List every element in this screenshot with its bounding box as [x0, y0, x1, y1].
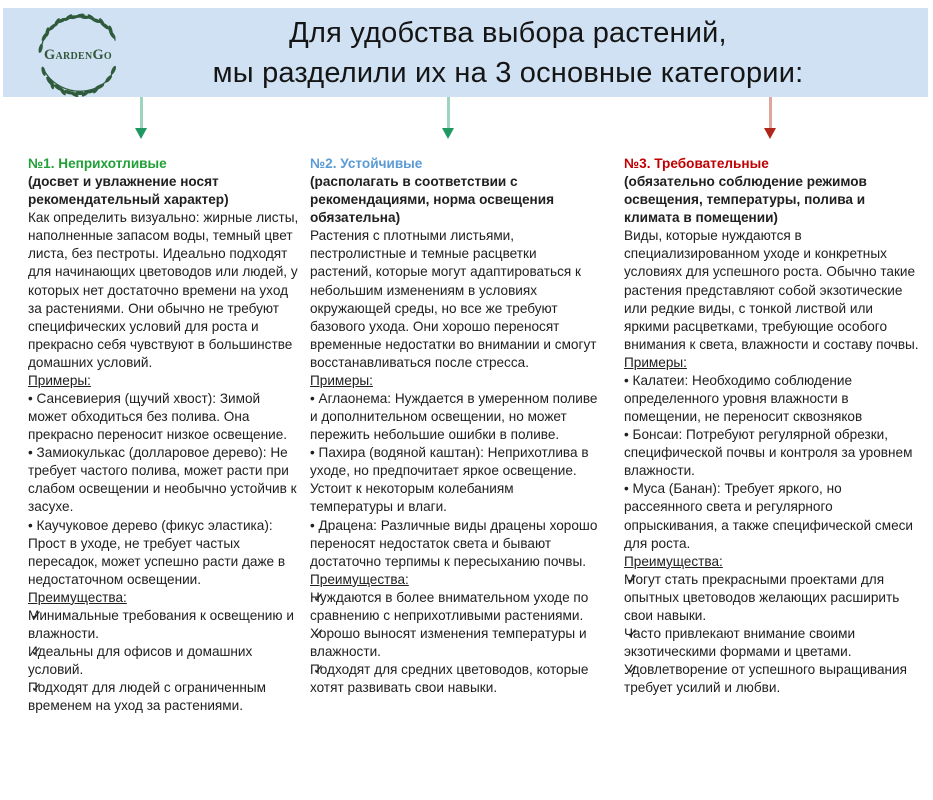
- arrow-down-icon: [135, 97, 147, 139]
- advantages-label: Преимущества:: [28, 589, 127, 605]
- category-column-resilient: [310, 155, 598, 697]
- category-subtitle: (досвет и увлажнение носят рекомендательный характер): [28, 174, 229, 208]
- examples-label: Примеры:: [310, 372, 373, 388]
- advantage-item: ✓ Подходят для средних цветоводов, которые хотят развивать свои навыки.: [310, 661, 598, 697]
- category-description: Виды, которые нуждаются в специализированном уходе и конкретных условиях для успешного роста. Обычно такие растения представляют собой экзотические или редкие виды, с тонкой листвой или яркими расцветками, требующие особого внимания к света, влажности и составу почвы.: [624, 228, 919, 352]
- advantage-item: ✓ Нуждаются в более внимательном уходе по сравнению с неприхотливыми растениями.: [310, 589, 598, 625]
- category-title: №2. Устойчивые: [310, 156, 423, 171]
- page-title-line1: Для удобства выбора растений,: [289, 17, 727, 49]
- examples-label: Примеры:: [28, 372, 91, 388]
- advantage-item: ✓ Удовлетворение от успешного выращивания требует усилий и любви.: [624, 661, 922, 697]
- gardengo-logo-text: GardenGo: [44, 46, 112, 63]
- advantage-item: ✓ Идеальны для офисов и домашних условий.: [28, 643, 300, 679]
- examples-label: Примеры:: [624, 354, 687, 370]
- advantage-item: ✓ Хорошо выносят изменения температуры и влажности.: [310, 625, 598, 661]
- arrow-shaft: [769, 97, 772, 128]
- arrow-down-icon: [764, 97, 776, 139]
- advantage-item: ✓ Часто привлекают внимание своими экзотическими формами и цветами.: [624, 625, 922, 661]
- arrow-head: [442, 128, 454, 139]
- arrow-down-icon: [442, 97, 454, 139]
- example-item: • Бонсаи: Потребуют регулярной обрезки, специфической почвы и контроля за уровнем влажности.: [624, 426, 922, 480]
- category-title: №3. Требовательные: [624, 156, 769, 171]
- example-item: • Драцена: Различные виды драцены хорошо переносят недостаток света и бывают достаточно терпимы к пересыханию почвы.: [310, 517, 598, 571]
- category-description: Растения с плотными листьями, пестролистные и темные расцветки растений, которые могут адаптироваться к небольшим изменениям в условиях окружающей среды, но все же требуют базового ухода. Они хорошо переносят временные недостатки во внимании и смогут восстанавливаться после стресса.: [310, 228, 597, 370]
- page-title: [98, 13, 918, 93]
- category-title: №1. Неприхотливые: [28, 156, 167, 171]
- advantage-item: ✓ Минимальные требования к освещению и влажности.: [28, 607, 300, 643]
- advantages-label: Преимущества:: [624, 553, 723, 569]
- example-item: • Пахира (водяной каштан): Неприхотлива в уходе, но предпочитает яркое освещение. Устоит к некоторым колебаниям температуры и влаги.: [310, 444, 598, 516]
- example-item: • Калатеи: Необходимо соблюдение определенного уровня влажности в помещении, не переносит сквозняков: [624, 372, 922, 426]
- advantage-item: ✓ Могут стать прекрасными проектами для опытных цветоводов желающих расширить свои навыки.: [624, 571, 922, 625]
- example-item: • Замиокулькас (долларовое дерево): Не требует частого полива, может расти при слабом освещении и необычно устойчив к засухе.: [28, 444, 300, 516]
- example-item: • Каучуковое дерево (фикус эластика): Прост в уходе, не требует частых пересадок, может успешно расти даже в недостаточном освещении.: [28, 517, 300, 589]
- category-subtitle: (обязательно соблюдение режимов освещения, температуры, полива и климата в помещении): [624, 174, 867, 226]
- arrow-head: [135, 128, 147, 139]
- category-column-unpretentious: [28, 155, 300, 715]
- arrow-head: [764, 128, 776, 139]
- example-item: • Сансевиерия (щучий хвост): Зимой может обходиться без полива. Она прекрасно переносит низкое освещение.: [28, 390, 300, 444]
- arrow-shaft: [140, 97, 143, 128]
- header-bar: [3, 8, 928, 97]
- arrow-shaft: [447, 97, 450, 128]
- category-column-demanding: [624, 155, 922, 697]
- example-item: • Муса (Банан): Требует яркого, но рассеянного света и регулярного опрыскивания, а также специфической смеси для роста.: [624, 480, 922, 552]
- page-title-line2: мы разделили их на 3 основные категории:: [212, 57, 804, 90]
- category-description: Как определить визуально: жирные листы, наполненные запасом воды, темный цвет листа, без пестроты. Идеально подходят для начинающих цветоводов или людей, у которых нет достаточно времени на уход за растениями. Они обычно не требуют специфических условий для роста и прекрасно себя чувствуют в большинстве домашних условий.: [28, 210, 299, 370]
- category-subtitle: (располагать в соответствии с рекомендациями, норма освещения обязательна): [310, 174, 555, 226]
- example-item: • Аглаонема: Нуждается в умеренном поливе и дополнительном освещении, но может пережить небольшие ошибки в поливе.: [310, 390, 598, 444]
- advantage-item: ✓ Подходят для людей с ограниченным временем на уход за растениями.: [28, 679, 300, 715]
- advantages-label: Преимущества:: [310, 571, 409, 587]
